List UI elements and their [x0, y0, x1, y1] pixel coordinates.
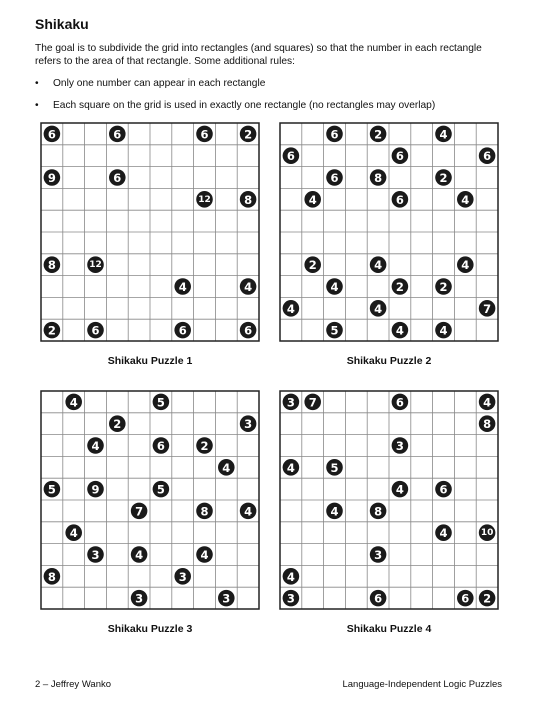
puzzle-2-caption: Shikaku Puzzle 2 — [346, 355, 432, 367]
clue-number: 6 — [395, 395, 404, 410]
clue-number: 3 — [222, 591, 231, 606]
clue-number: 4 — [374, 301, 383, 316]
clue-number: 6 — [330, 127, 339, 142]
clue-number: 8 — [200, 504, 209, 519]
clue-number: 4 — [439, 323, 448, 338]
clue-number: 4 — [483, 395, 492, 410]
clue-number: 2 — [439, 280, 448, 294]
clue-number: 7 — [308, 395, 317, 410]
clue-number: 4 — [461, 192, 470, 207]
clue-number: 4 — [286, 460, 295, 475]
clue-number: 8 — [47, 258, 56, 273]
clue-number: 4 — [330, 280, 339, 294]
clue-number: 2 — [113, 417, 122, 432]
intro-text: The goal is to subdivide the grid into rectangles (and squares) so that the number in each rectangle refers to the area of that rectangle. Some additional rules: — [35, 43, 482, 67]
clue-number: 6 — [200, 127, 209, 142]
clue-number: 4 — [222, 460, 231, 475]
clue-number: 2 — [483, 591, 492, 606]
bullet-icon: • — [35, 78, 39, 89]
clue-number: 4 — [461, 258, 470, 273]
clue-number: 4 — [286, 301, 295, 316]
clue-number: 6 — [244, 323, 253, 338]
footer-right: Language-Independent Logic Puzzles — [342, 679, 502, 690]
clue-number: 4 — [135, 548, 144, 562]
clue-number: 2 — [47, 323, 56, 338]
clue-number: 5 — [330, 323, 339, 338]
clue-number: 4 — [374, 258, 383, 273]
puzzle-svg — [40, 390, 260, 610]
clue-number: 4 — [395, 482, 404, 497]
clue-number: 5 — [330, 460, 339, 475]
clue-number: 4 — [244, 280, 253, 294]
clue-number: 3 — [135, 591, 144, 606]
clue-number: 6 — [113, 127, 122, 142]
clue-number: 2 — [439, 171, 448, 185]
puzzle-2-grid — [279, 122, 499, 342]
clue-number: 3 — [374, 548, 383, 562]
clue-number: 4 — [244, 504, 253, 519]
clue-number: 6 — [374, 591, 383, 606]
clue-number: 7 — [483, 301, 492, 316]
puzzle-svg — [279, 390, 499, 610]
clue-number: 4 — [330, 504, 339, 519]
clue-number: 8 — [374, 504, 383, 519]
clue-number: 2 — [244, 127, 253, 142]
puzzle-4-caption: Shikaku Puzzle 4 — [346, 623, 432, 635]
puzzle-3-grid — [40, 390, 260, 610]
clue-number: 4 — [439, 127, 448, 142]
clue-number: 6 — [47, 127, 56, 142]
rule-text: Each square on the grid is used in exactly one rectangle (no rectangles may overlap) — [53, 100, 436, 111]
clue-number: 5 — [156, 395, 165, 410]
clue-number: 8 — [374, 171, 383, 185]
clue-number: 2 — [374, 127, 383, 142]
clue-number: 6 — [286, 149, 295, 164]
clue-number: 6 — [461, 591, 470, 606]
clue-number: 9 — [47, 171, 56, 185]
clue-number: 6 — [91, 323, 100, 338]
clue-number: 4 — [91, 439, 100, 453]
clue-number: 4 — [69, 526, 78, 541]
puzzle-1-grid — [40, 122, 260, 342]
rule-item — [35, 77, 435, 99]
puzzle-svg — [279, 122, 499, 342]
puzzle-1-caption: Shikaku Puzzle 1 — [107, 355, 193, 367]
clue-number: 8 — [244, 192, 253, 207]
clue-number: 3 — [286, 591, 295, 606]
clue-number: 4 — [286, 569, 295, 584]
clue-number: 4 — [308, 192, 317, 207]
clue-number: 3 — [286, 395, 295, 410]
clue-number: 12 — [198, 194, 211, 205]
clue-number: 8 — [483, 417, 492, 432]
clue-number: 4 — [395, 323, 404, 338]
clue-number: 6 — [395, 149, 404, 164]
clue-number: 6 — [395, 192, 404, 207]
clue-number: 3 — [91, 548, 100, 562]
clue-number: 9 — [91, 482, 100, 497]
rule-item — [35, 99, 435, 121]
clue-number: 2 — [308, 258, 317, 273]
footer-left: 2 – Jeffrey Wanko — [35, 679, 112, 690]
clue-number: 7 — [135, 504, 144, 519]
clue-number: 6 — [113, 171, 122, 185]
clue-number: 6 — [156, 439, 165, 453]
clue-number: 5 — [47, 482, 56, 497]
page-title: Shikaku — [35, 16, 89, 32]
clue-number: 3 — [178, 569, 187, 584]
clue-number: 2 — [395, 280, 404, 294]
clue-number: 6 — [330, 171, 339, 185]
clue-number: 4 — [200, 548, 209, 562]
clue-number: 6 — [178, 323, 187, 338]
clue-number: 4 — [439, 526, 448, 541]
clue-number: 8 — [47, 569, 56, 584]
clue-number: 4 — [178, 280, 187, 294]
clue-number: 2 — [200, 439, 209, 453]
clue-number: 12 — [89, 260, 102, 271]
rule-text: Only one number can appear in each rectangle — [53, 78, 266, 89]
clue-number: 3 — [395, 439, 404, 453]
puzzle-svg — [40, 122, 260, 342]
clue-number: 3 — [244, 417, 253, 432]
clue-number: 4 — [69, 395, 78, 410]
bullet-icon: • — [35, 100, 39, 111]
puzzle-4-grid — [279, 390, 499, 610]
clue-number: 6 — [483, 149, 492, 164]
clue-number: 6 — [439, 482, 448, 497]
clue-number: 10 — [480, 528, 494, 539]
rules-list — [35, 77, 435, 121]
puzzle-3-caption: Shikaku Puzzle 3 — [107, 623, 193, 635]
clue-number: 5 — [156, 482, 165, 497]
